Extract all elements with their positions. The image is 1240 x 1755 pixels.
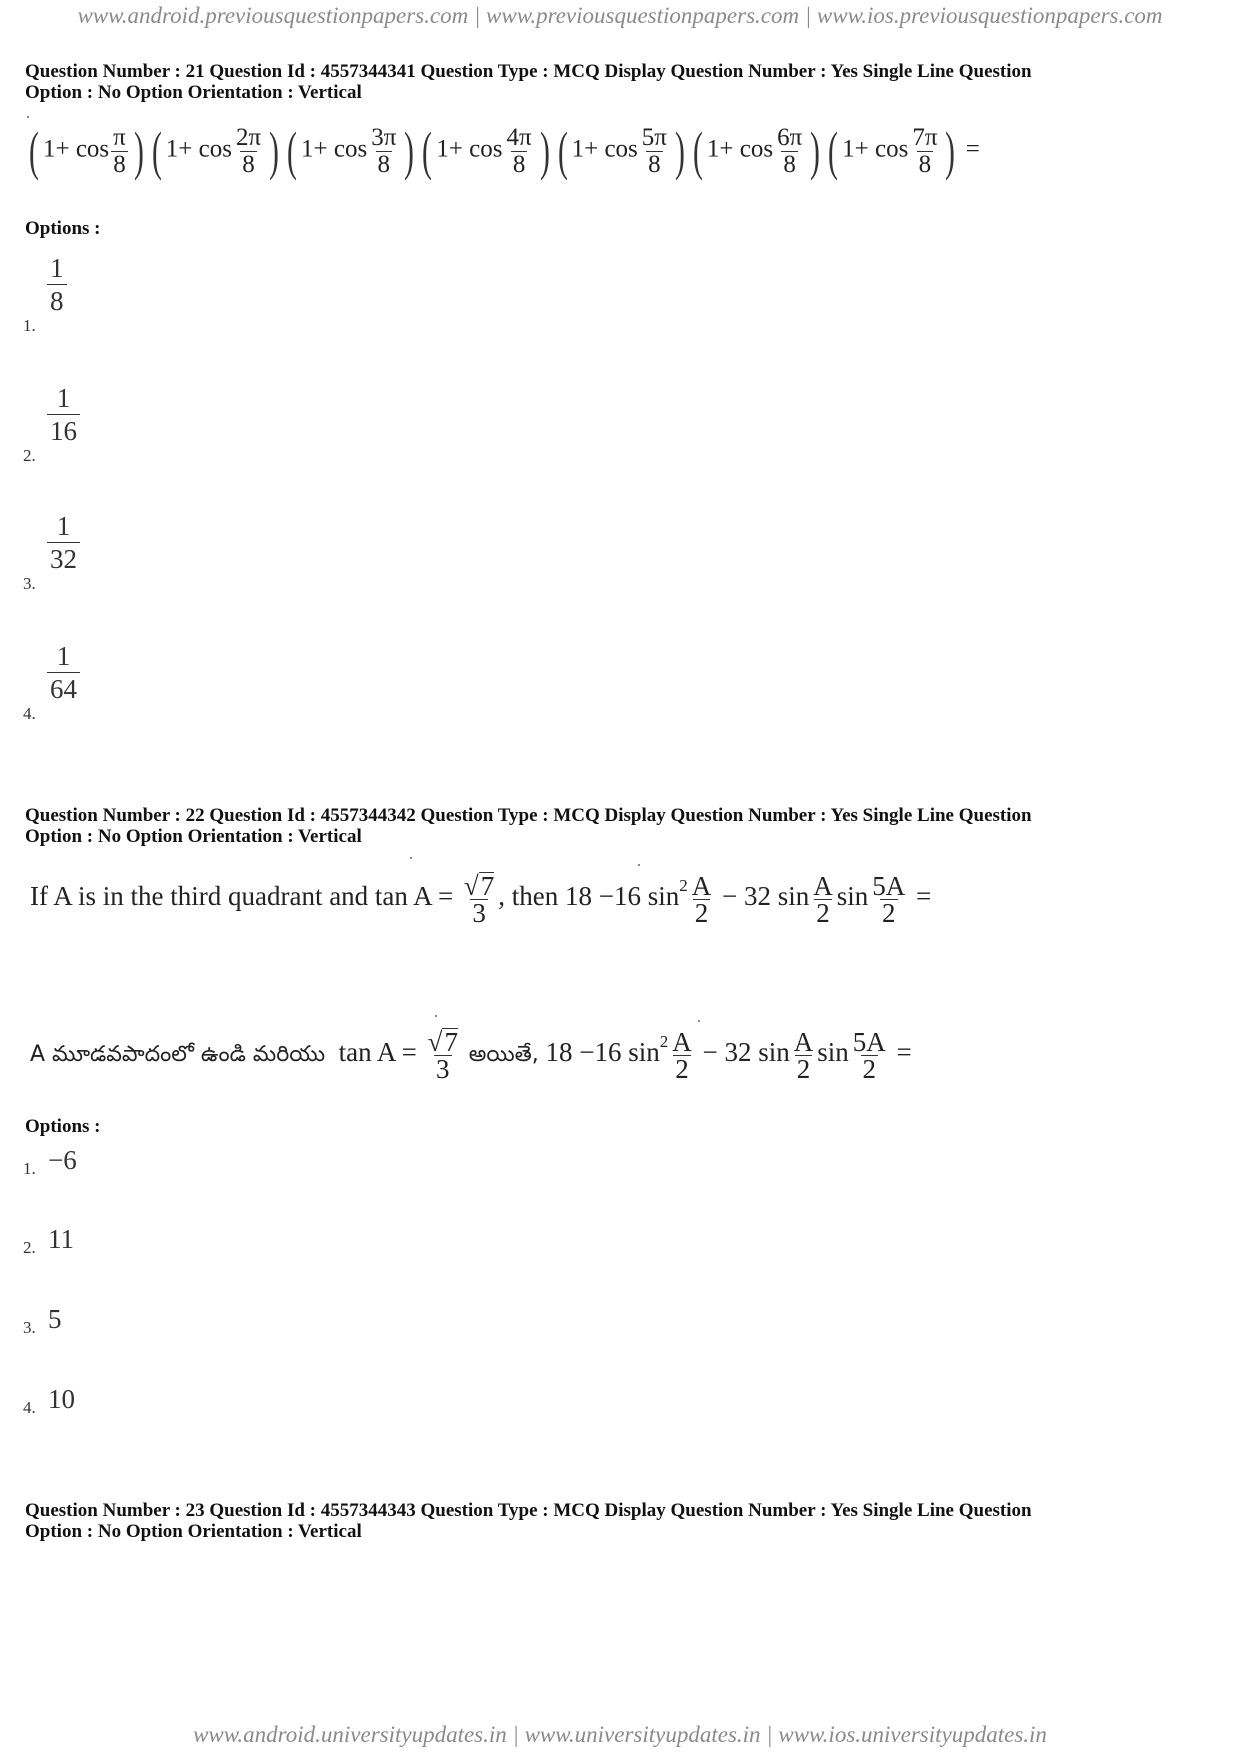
question-header-line1: Question Number : 22 Question Id : 4557344342 Question Type : MCQ Display Question Number : Yes Single Line Question (25, 805, 1032, 826)
fraction: $\frac{√7}{3}$ (427, 1027, 458, 1084)
options-label: Options : (25, 218, 101, 239)
option-value: $\frac{1}{16}$ (47, 382, 80, 447)
question-22-english: If A is in the third quadrant and tan A = $\frac{√7}{3}$ , then 18 −16 $\sin^2$ $\frac{A}{2}$ − 32 sin $\frac{A}{2}$ sin $\frac{5A}{2}$ = (30, 870, 932, 928)
header-watermark: www.android.previousquestionpapers.com | www.previousquestionpapers.com | www.ios.previousquestionpapers.com (77, 3, 1163, 28)
option-number: 2. (23, 446, 36, 465)
fraction: $\frac{A}{2}$ (793, 1026, 814, 1084)
question-header-line2: Option : No Option Orientation : Vertical (25, 826, 362, 847)
fraction: $\frac{A}{2}$ (672, 1026, 692, 1084)
fraction: $\frac{\pi}{8}$ (113, 123, 126, 178)
question-23-header (25, 1500, 1032, 1542)
option-number: 1. (23, 316, 36, 335)
question-22-telugu: A మూడవపాదంలో ఉండి మరియు tan A = $\frac{√7}{3}$ అయితే, 18 −16 $\sin^2$ $\frac{A}{2}$ − 32 sin $\frac{A}{2}$ sin $\frac{5A}{2}$ = (30, 1026, 912, 1084)
option-number: 4. (23, 704, 36, 723)
question-header-line2: Option : No Option Orientation : Vertical (25, 82, 362, 103)
question-21-expression: ( 1+ cos $\frac{\pi}{8}$ ) ( 1+ cos $\frac{2\pi}{8}$ ) ( 1+ cos $\frac{3\pi}{8}$ ) ( 1+ cos $\frac{4\pi}{8}$ ) ( 1+ cos $\frac{5\pi}{8}$ ) ( 1+ cos $\frac{6\pi}{8}$ ) ( 1+ cos $\frac{7\pi}{8}$ ) = (29, 121, 980, 181)
fraction: $\frac{A}{2}$ (813, 870, 833, 928)
option-value: $\frac{1}{64}$ (47, 640, 80, 705)
option-value: $\frac{1}{32}$ (47, 510, 80, 575)
option-number: 4. (23, 1398, 36, 1417)
question-22-header (25, 805, 1032, 847)
option-number: 3. (23, 574, 36, 593)
question-21-header (25, 61, 1032, 103)
footer-watermark: www.android.universityupdates.in | www.universityupdates.in | www.ios.universityupdates.in (193, 1722, 1047, 1747)
option-number: 1. (23, 1159, 36, 1178)
option-value: 11 (48, 1224, 74, 1254)
fraction: $\frac{√7}{3}$ (463, 871, 495, 928)
option-value: −6 (48, 1145, 77, 1175)
question-header-line2: Option : No Option Orientation : Vertical (25, 1521, 362, 1542)
fraction: $\frac{5A}{2}$ (852, 1026, 886, 1084)
fraction: $\frac{4\pi}{8}$ (506, 123, 532, 178)
question-header-line1: Question Number : 23 Question Id : 4557344343 Question Type : MCQ Display Question Number : Yes Single Line Question (25, 1500, 1032, 1521)
fraction: $\frac{2\pi}{8}$ (235, 123, 262, 178)
option-number: 3. (23, 1318, 36, 1337)
fraction: $\frac{5A}{2}$ (872, 870, 906, 928)
fraction: $\frac{7\pi}{8}$ (912, 123, 938, 178)
fraction: $\frac{6\pi}{8}$ (777, 123, 803, 178)
fraction: $\frac{5\pi}{8}$ (641, 123, 667, 178)
option-value: 10 (48, 1384, 75, 1414)
fraction: $\frac{A}{2}$ (691, 870, 712, 928)
question-header-line1: Question Number : 21 Question Id : 4557344341 Question Type : MCQ Display Question Number : Yes Single Line Question (25, 61, 1032, 82)
option-value: 5 (48, 1304, 62, 1334)
fraction: $\frac{3\pi}{8}$ (371, 123, 397, 178)
option-number: 2. (23, 1238, 36, 1257)
options-label: Options : (25, 1116, 101, 1137)
option-value: $\frac{1}{8}$ (47, 252, 67, 317)
